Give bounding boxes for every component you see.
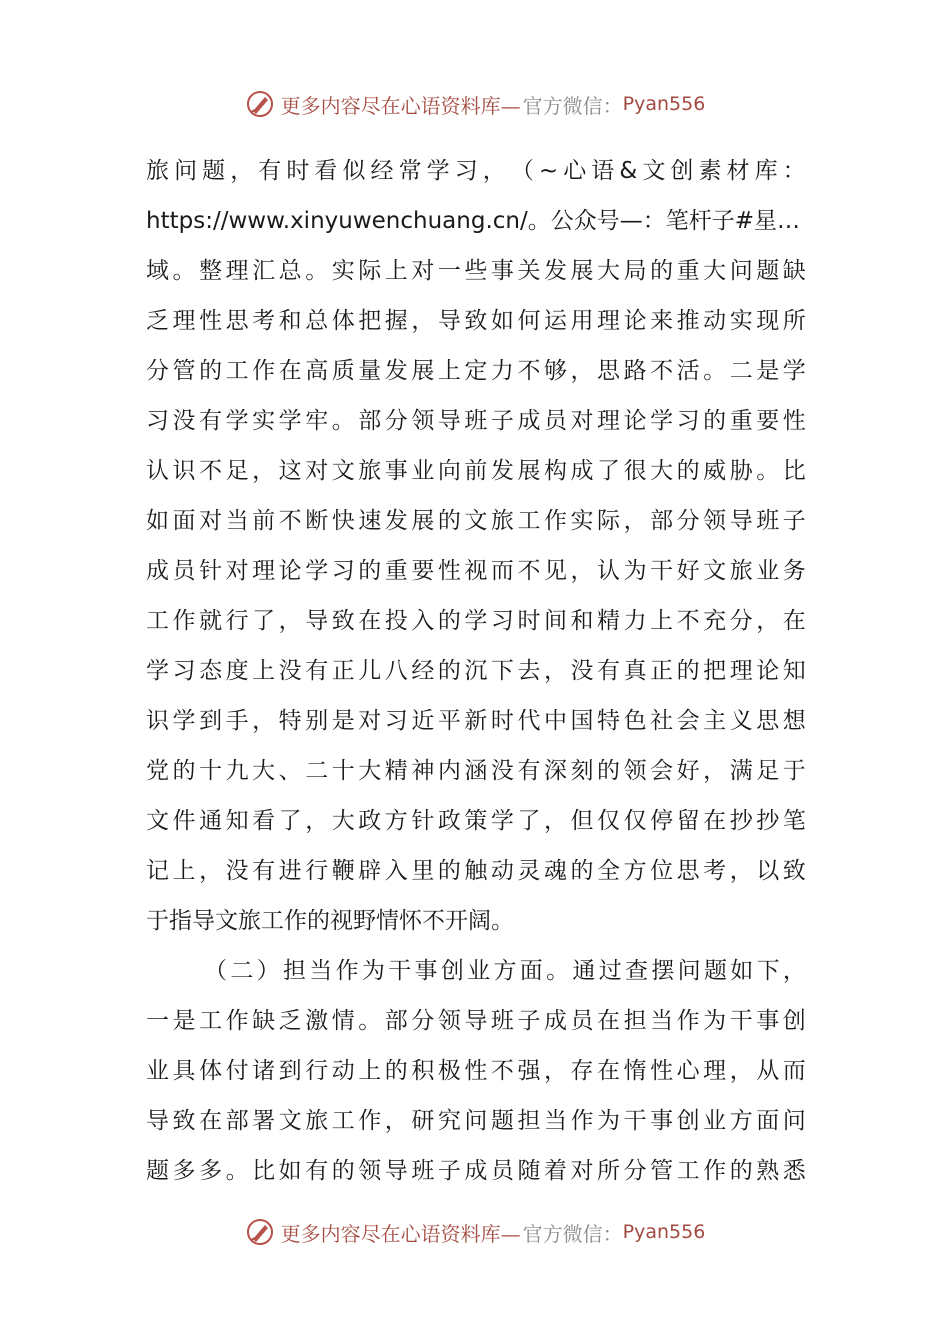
text-line: 记 上 ， 没 有 进 行 鞭 辟 入 里 的 触 动 灵 魂 的 全 方 位 思 考 ， 以 致 <box>146 858 806 884</box>
text-line: 域 。 整 理 汇 总 。 实 际 上 对 一 些 事 关 发 展 大 局 的 重 大 问 题 缺 <box>146 258 806 284</box>
header-brand-text: 更多内容尽在心语资料库— <box>280 93 521 118</box>
text-line: 识 学 到 手 ， 特 别 是 对 习 近 平 新 时 代 中 国 特 色 社 会 主 义 思 想 <box>146 708 806 734</box>
text-line: 导 致 在 部 署 文 旅 工 作 ， 研 究 问 题 担 当 作 为 干 事 创 业 方 面 问 <box>146 1108 806 1134</box>
header-banner <box>0 84 950 124</box>
text-line: 于指导文旅工作的视野情怀不开阔。 <box>146 908 514 934</box>
text-line: 认 识 不 足 ， 这 对 文 旅 事 业 向 前 发 展 构 成 了 很 大 的 威 胁 。 比 <box>146 458 806 484</box>
text-line: 乏 理 性 思 考 和 总 体 把 握 ， 导 致 如 何 运 用 理 论 来 推 动 实 现 所 <box>146 308 806 334</box>
footer-banner <box>0 1212 950 1252</box>
text-line: 成 员 针 对 理 论 学 习 的 重 要 性 视 而 不 见 ， 认 为 干 好 文 旅 业 务 <box>146 558 806 584</box>
pen-logo-icon <box>245 1217 275 1247</box>
footer-brand-text: 更多内容尽在心语资料库— <box>280 1221 521 1246</box>
section-heading-line: （ 二 ） 担 当 作 为 干 事 创 业 方 面 。 通 过 查 摆 问 题 如 下 ， <box>204 958 806 984</box>
header-wechat-id: Pyan556 <box>622 93 706 115</box>
pen-logo-icon <box>245 89 275 119</box>
text-line: 习 没 有 学 实 学 牢 。 部 分 领 导 班 子 成 员 对 理 论 学 习 的 重 要 性 <box>146 408 806 434</box>
footer-wechat-id: Pyan556 <box>622 1221 706 1243</box>
text-line: 文 件 通 知 看 了 ， 大 政 方 针 政 策 学 了 ， 但 仅 仅 停 留 在 抄 抄 笔 <box>146 808 806 834</box>
text-line: https://www.xinyuwenchuang.cn/。公众号—：笔杆子#星… <box>146 208 801 234</box>
header-wechat-label: 官方微信： <box>522 93 623 118</box>
text-line: 题 多 多 。 比 如 有 的 领 导 班 子 成 员 随 着 对 所 分 管 工 作 的 熟 悉 <box>146 1158 806 1184</box>
text-line: 工 作 就 行 了 ， 导 致 在 投 入 的 学 习 时 间 和 精 力 上 不 充 分 ， 在 <box>146 608 806 634</box>
text-line: 一 是 工 作 缺 乏 激 情 。 部 分 领 导 班 子 成 员 在 担 当 作 为 干 事 创 <box>146 1008 806 1034</box>
text-line: 旅 问 题 ， 有 时 看 似 经 常 学 习 ， （ ~ 心 语 & 文 创 素 材 库 ： <box>146 158 806 184</box>
text-line: 业 具 体 付 诸 到 行 动 上 的 积 极 性 不 强 ， 存 在 惰 性 心 理 ， 从 而 <box>146 1058 806 1084</box>
text-line: 党 的 十 九 大 、 二 十 大 精 神 内 涵 没 有 深 刻 的 领 会 好 ， 满 足 于 <box>146 758 806 784</box>
footer-wechat-label: 官方微信： <box>522 1221 623 1246</box>
text-line: 分 管 的 工 作 在 高 质 量 发 展 上 定 力 不 够 ， 思 路 不 活 。 二 是 学 <box>146 358 806 384</box>
text-line: 学 习 态 度 上 没 有 正 儿 八 经 的 沉 下 去 ， 没 有 真 正 的 把 理 论 知 <box>146 658 806 684</box>
text-line: 如 面 对 当 前 不 断 快 速 发 展 的 文 旅 工 作 实 际 ， 部 分 领 导 班 子 <box>146 508 806 534</box>
body-text <box>146 146 806 1196</box>
